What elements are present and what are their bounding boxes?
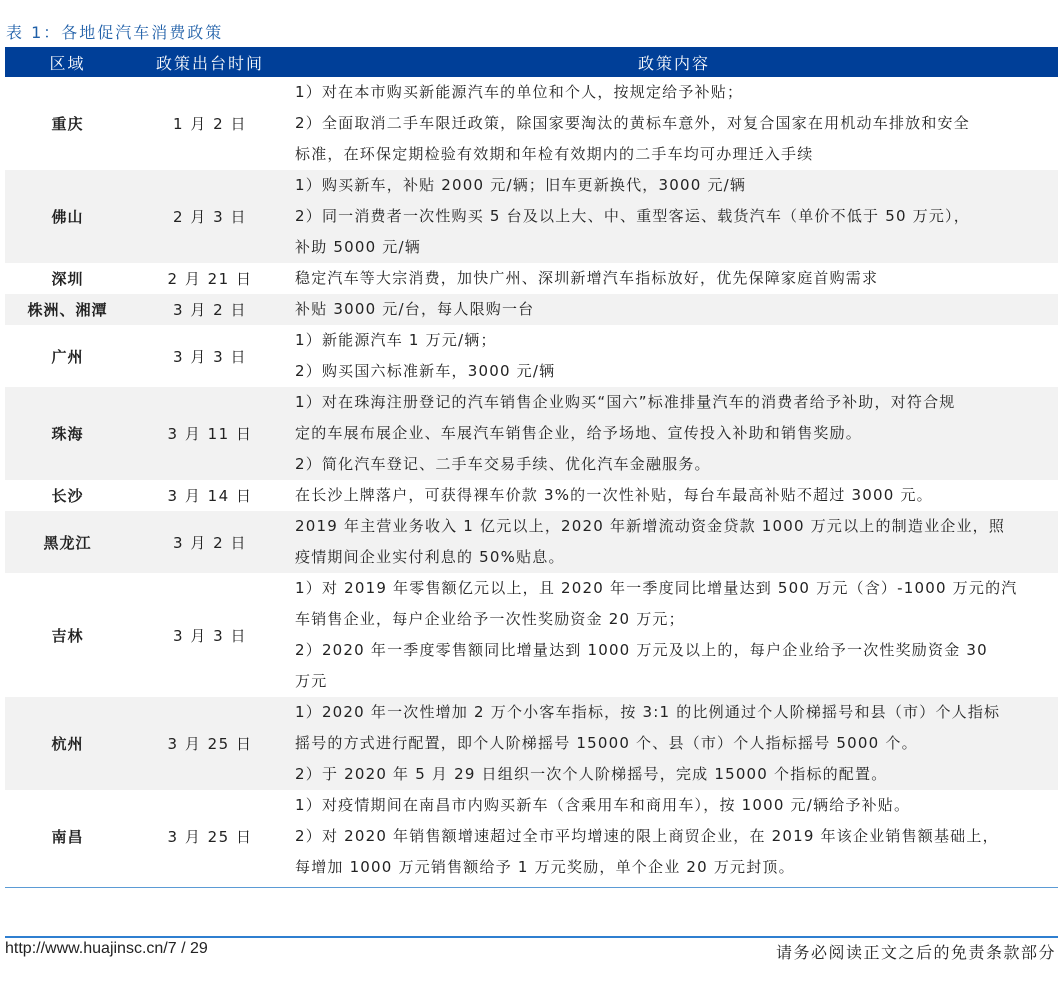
date-cell: 3 月 25 日	[167, 828, 253, 846]
content-line: 2）购买国六标准新车，3000 元/辆	[295, 362, 556, 380]
header-region: 区域	[5, 47, 130, 77]
table-row	[5, 573, 1058, 697]
table-row	[5, 387, 1058, 480]
table-bottom-rule	[5, 887, 1058, 888]
region-cell: 重庆	[51, 115, 84, 133]
region-cell: 广州	[51, 347, 84, 366]
table-row	[5, 511, 1058, 573]
content-line: 2）2020 年一季度零售额同比增量达到 1000 万元及以上的，每户企业给予一次性奖励资金 30	[295, 641, 988, 659]
content-line: 1）对疫情期间在南昌市内购买新车（含乘用车和商用车），按 1000 元/辆给予补贴。	[295, 796, 911, 814]
content-line: 2019 年主营业务收入 1 亿元以上，2020 年新增流动资金贷款 1000 万元以上的制造业企业，照	[295, 517, 1006, 535]
content-line: 2）简化汽车登记、二手车交易手续、优化汽车金融服务。	[295, 455, 711, 473]
region-cell: 佛山	[5, 170, 130, 263]
content-line: 在长沙上牌落户，可获得裸车价款 3%的一次性补贴，每台车最高补贴不超过 3000 元。	[295, 486, 933, 504]
date-cell: 3 月 25 日	[130, 697, 290, 790]
date-cell: 3 月 2 日	[130, 511, 290, 573]
content-line: 1）对在本市购买新能源汽车的单位和个人，按规定给予补贴；	[295, 83, 744, 101]
content-line: 疫情期间企业实付利息的 50%贴息。	[295, 548, 565, 566]
content-line: 万元	[295, 672, 328, 690]
table-row	[5, 294, 1058, 325]
content-line: 2）于 2020 年 5 月 29 日组织一次个人阶梯摇号，完成 15000 个指标的配置。	[295, 765, 888, 783]
content-line: 2）对 2020 年销售额增速超过全市平均增速的限上商贸企业，在 2019 年该企业销售额基础上，	[295, 827, 999, 845]
table-row	[5, 77, 1058, 170]
content-line: 2）全面取消二手车限迁政策，除国家要淘汰的黄标车意外，对复合国家在用机动车排放和安全	[295, 114, 970, 132]
table-row	[5, 263, 1058, 294]
content-cell	[290, 790, 1058, 883]
table-header-row	[5, 47, 1058, 77]
content-cell	[290, 697, 1058, 790]
table-body	[5, 77, 1058, 883]
content-line: 每增加 1000 万元销售额给予 1 万元奖励，单个企业 20 万元封顶。	[295, 858, 795, 876]
content-line: 车销售企业，每户企业给予一次性奖励资金 20 万元；	[295, 610, 685, 628]
content-cell	[290, 325, 1058, 387]
content-line: 1）购买新车，补贴 2000 元/辆；旧车更新换代，3000 元/辆	[295, 176, 747, 194]
content-line: 1）对在珠海注册登记的汽车销售企业购买“国六”标准排量汽车的消费者给予补助，对符合规	[295, 393, 956, 411]
table-row	[5, 790, 1058, 883]
region-cell: 杭州	[5, 697, 130, 790]
footer-divider	[5, 936, 1058, 938]
region-cell: 株洲、湘潭	[5, 294, 130, 325]
date-cell: 1 月 2 日	[173, 115, 247, 133]
content-line: 补贴 3000 元/台，每人限购一台	[295, 300, 535, 318]
content-line: 1）对 2019 年零售额亿元以上，且 2020 年一季度同比增量达到 500 万元（含）-1000 万元的汽	[295, 579, 1018, 597]
region-cell: 珠海	[5, 387, 130, 480]
content-line: 定的车展布展企业、车展汽车销售企业，给予场地、宣传投入补助和销售奖励。	[295, 424, 863, 442]
date-cell: 3 月 11 日	[130, 387, 290, 480]
table-row	[5, 325, 1058, 387]
table-row	[5, 170, 1058, 263]
content-line: 稳定汽车等大宗消费，加快广州、深圳新增汽车指标放好，优先保障家庭首购需求	[295, 269, 879, 287]
content-line: 2）同一消费者一次性购买 5 台及以上大、中、重型客运、载货汽车（单价不低于 50 万元），	[295, 207, 970, 225]
content-line: 1）2020 年一次性增加 2 万个小客车指标，按 3:1 的比例通过个人阶梯摇号和县（市）个人指标	[295, 703, 1001, 721]
region-cell: 长沙	[51, 487, 84, 505]
content-cell	[290, 387, 1058, 480]
region-cell: 黑龙江	[5, 511, 130, 573]
content-cell	[290, 294, 1058, 325]
header-content: 政策内容	[290, 47, 1058, 77]
date-cell: 3 月 14 日	[167, 487, 253, 505]
content-cell	[290, 263, 1058, 294]
policy-table	[5, 47, 1058, 883]
content-cell	[290, 480, 1058, 511]
region-cell: 吉林	[51, 626, 84, 645]
footer-url[interactable]: http://www.huajinsc.cn/7 / 29	[5, 940, 208, 957]
date-cell: 3 月 3 日	[173, 626, 247, 645]
content-cell	[290, 170, 1058, 263]
date-cell: 3 月 2 日	[130, 294, 290, 325]
date-cell: 2 月 21 日	[167, 270, 253, 288]
table-row	[5, 480, 1058, 511]
content-cell	[290, 573, 1058, 697]
content-line: 摇号的方式进行配置，即个人阶梯摇号 15000 个、县（市）个人指标摇号 5000 个。	[295, 734, 918, 752]
content-cell	[290, 77, 1058, 170]
table-row	[5, 697, 1058, 790]
date-cell: 2 月 3 日	[130, 170, 290, 263]
content-cell	[290, 511, 1058, 573]
region-cell: 南昌	[51, 828, 84, 846]
header-date: 政策出台时间	[130, 47, 290, 77]
date-cell: 3 月 3 日	[173, 347, 247, 366]
content-line: 补助 5000 元/辆	[295, 238, 421, 256]
table-caption: 表 1：各地促汽车消费政策	[6, 23, 224, 42]
region-cell: 深圳	[51, 270, 84, 288]
content-line: 标准，在环保定期检验有效期和年检有效期内的二手车均可办理迁入手续	[295, 145, 814, 163]
footer-disclaimer: 请务必阅读正文之后的免责条款部分	[775, 943, 1056, 962]
content-line: 1）新能源汽车 1 万元/辆；	[295, 331, 497, 349]
